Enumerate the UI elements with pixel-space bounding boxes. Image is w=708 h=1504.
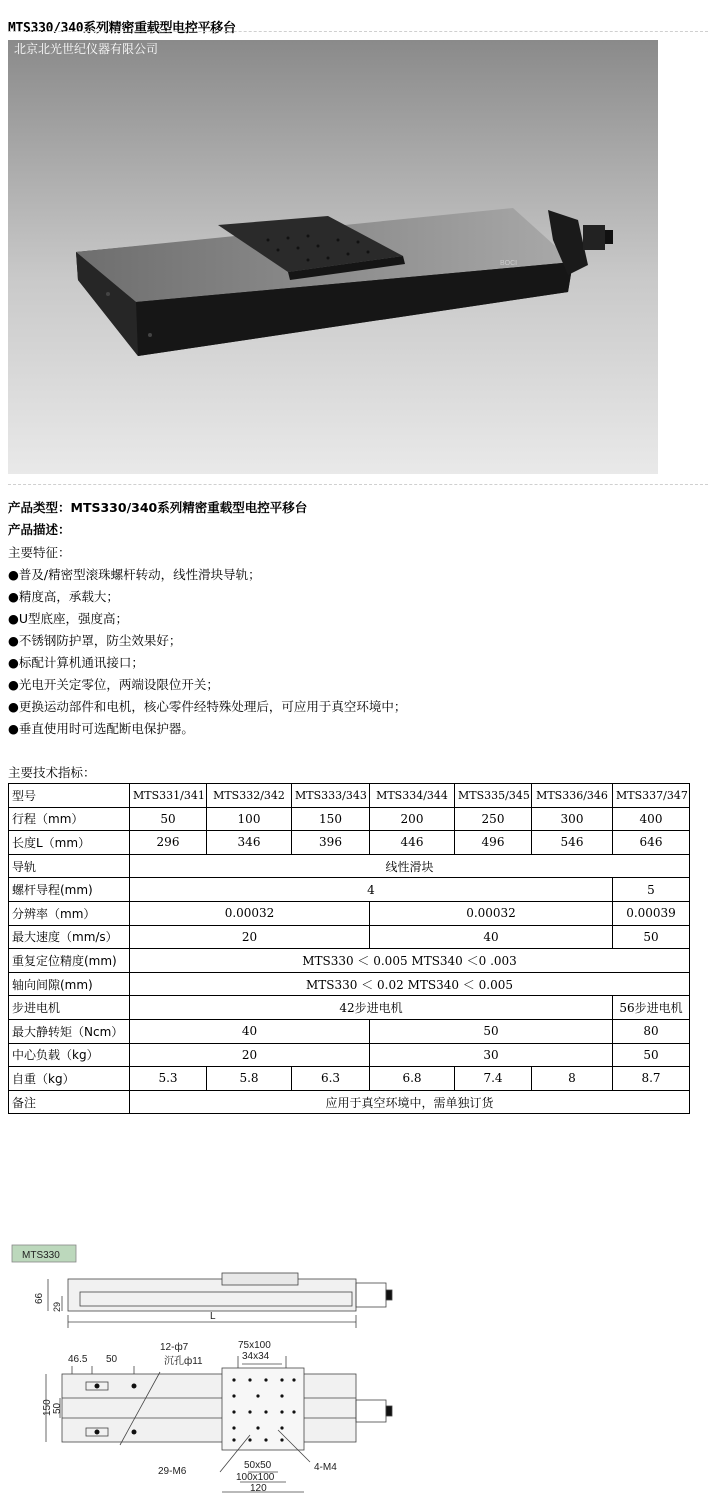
dim-29-m6: 29-M6 xyxy=(158,1466,187,1477)
table-cell: 20 xyxy=(130,925,370,949)
row-label: 导轨 xyxy=(9,854,130,878)
page-title: MTS330/340系列精密重载型电控平移台 xyxy=(8,21,236,36)
technical-drawing xyxy=(10,1240,410,1500)
table-cell: 40 xyxy=(130,1019,370,1043)
table-cell: 50 xyxy=(370,1019,613,1043)
table-cell: 396 xyxy=(292,831,370,855)
table-cell: 0.00039 xyxy=(613,901,690,925)
table-cell: 42步进电机 xyxy=(130,996,613,1020)
row-label: 最大速度（mm/s） xyxy=(9,925,130,949)
table-cell: 5.8 xyxy=(207,1067,292,1091)
row-label: 长度L（mm） xyxy=(9,831,130,855)
brand-logo: BOCI xyxy=(500,260,518,267)
table-cell: 346 xyxy=(207,831,292,855)
table-cell: 80 xyxy=(613,1019,690,1043)
table-cell: MTS331/341 xyxy=(130,784,207,808)
table-cell: 5 xyxy=(613,878,690,902)
dim-L: L xyxy=(210,1311,216,1322)
features-title: 主要特征： xyxy=(8,545,71,560)
dim-46-5: 46.5 xyxy=(68,1354,88,1365)
table-cell: MTS335/345 xyxy=(455,784,532,808)
product-photo xyxy=(8,40,658,474)
table-cell: MTS334/344 xyxy=(370,784,455,808)
specs-title: 主要技术指标： xyxy=(8,765,96,780)
table-cell: MTS330 ＜ 0.02 MTS340 ＜ 0.005 xyxy=(130,972,690,996)
hole-spec: 12-ф7 xyxy=(160,1342,189,1353)
feature-item: ●垂直使用时可选配断电保护器。 xyxy=(8,721,194,736)
table-cell: 400 xyxy=(613,807,690,831)
table-cell: 应用于真空环境中，需单独订货 xyxy=(130,1090,690,1114)
dim-150: 150 xyxy=(42,1399,53,1416)
row-label: 备注 xyxy=(9,1090,130,1114)
table-row xyxy=(9,949,690,973)
row-label: 螺杆导程(mm) xyxy=(9,878,130,902)
product-type-label: 产品类型： xyxy=(8,500,71,515)
dim-66: 66 xyxy=(34,1292,45,1304)
table-row xyxy=(9,925,690,949)
table-cell: 50 xyxy=(613,1043,690,1067)
table-row xyxy=(9,1043,690,1067)
product-desc-label: 产品描述： xyxy=(8,522,71,537)
table-cell: 150 xyxy=(292,807,370,831)
row-label: 轴向间隙(mm) xyxy=(9,972,130,996)
table-row xyxy=(9,784,690,808)
table-cell: 线性滑块 xyxy=(130,854,690,878)
table-row xyxy=(9,996,690,1020)
table-cell: 20 xyxy=(130,1043,370,1067)
feature-item: ●更换运动部件和电机，核心零件经特殊处理后，可应用于真空环境中； xyxy=(8,699,407,714)
feature-item: ●光电开关定零位，两端设限位开关； xyxy=(8,677,219,692)
feature-item: ●精度高，承载大； xyxy=(8,589,119,604)
row-label: 自重（kg） xyxy=(9,1067,130,1091)
model-badge-label: MTS330 xyxy=(22,1250,60,1261)
row-label: 步进电机 xyxy=(9,996,130,1020)
row-label: 型号 xyxy=(9,784,130,808)
table-cell: 0.00032 xyxy=(130,901,370,925)
table-cell: MTS333/343 xyxy=(292,784,370,808)
table-cell: 100 xyxy=(207,807,292,831)
table-cell: 446 xyxy=(370,831,455,855)
table-cell: 56步进电机 xyxy=(613,996,690,1020)
table-cell: 50 xyxy=(130,807,207,831)
dim-50-side: 50 xyxy=(52,1402,63,1414)
table-cell: 30 xyxy=(370,1043,613,1067)
table-row xyxy=(9,831,690,855)
table-cell: 250 xyxy=(455,807,532,831)
table-cell: 4 xyxy=(130,878,613,902)
feature-item: ●不锈钢防护罩，防尘效果好； xyxy=(8,633,182,648)
table-cell: 6.3 xyxy=(292,1067,370,1091)
table-row xyxy=(9,1067,690,1091)
table-row xyxy=(9,854,690,878)
table-cell: 646 xyxy=(613,831,690,855)
row-label: 分辨率（mm） xyxy=(9,901,130,925)
table-cell: 7.4 xyxy=(455,1067,532,1091)
table-cell: 546 xyxy=(532,831,613,855)
table-cell: 8.7 xyxy=(613,1067,690,1091)
spec-table xyxy=(8,783,690,1114)
section-divider xyxy=(8,484,708,485)
table-row xyxy=(9,807,690,831)
feature-item: ●标配计算机通讯接口； xyxy=(8,655,144,670)
dim-75x100: 75x100 xyxy=(238,1340,271,1351)
row-label: 中心负载（kg） xyxy=(9,1043,130,1067)
row-label: 行程（mm） xyxy=(9,807,130,831)
dim-50-top: 50 xyxy=(106,1354,118,1365)
table-cell: 5.3 xyxy=(130,1067,207,1091)
table-row xyxy=(9,878,690,902)
table-row xyxy=(9,972,690,996)
dim-100x100: 100x100 xyxy=(236,1472,275,1483)
table-cell: 496 xyxy=(455,831,532,855)
table-cell: MTS330 ＜ 0.005 MTS340 ＜0 .003 xyxy=(130,949,690,973)
table-row xyxy=(9,1090,690,1114)
table-cell: 0.00032 xyxy=(370,901,613,925)
table-cell: 8 xyxy=(532,1067,613,1091)
table-cell: MTS336/346 xyxy=(532,784,613,808)
table-cell: 50 xyxy=(613,925,690,949)
counterbore-spec: 沉孔ф11 xyxy=(164,1356,203,1367)
table-cell: 40 xyxy=(370,925,613,949)
table-row xyxy=(9,1019,690,1043)
row-label: 最大静转矩（Ncm） xyxy=(9,1019,130,1043)
header-divider xyxy=(8,31,708,32)
table-cell: 296 xyxy=(130,831,207,855)
product-type xyxy=(8,498,307,516)
dim-4-m4: 4-M4 xyxy=(314,1462,337,1473)
dim-34x34: 34x34 xyxy=(242,1351,270,1362)
table-row xyxy=(9,901,690,925)
watermark: 北京北光世纪仪器有限公司 xyxy=(14,42,159,56)
dim-50x50: 50x50 xyxy=(244,1460,272,1471)
table-cell: MTS332/342 xyxy=(207,784,292,808)
dim-120: 120 xyxy=(250,1483,267,1494)
product-type-value: MTS330/340系列精密重载型电控平移台 xyxy=(70,500,308,515)
table-cell: 300 xyxy=(532,807,613,831)
feature-item: ●U型底座，强度高； xyxy=(8,611,129,626)
table-cell: 200 xyxy=(370,807,455,831)
row-label: 重复定位精度(mm) xyxy=(9,949,130,973)
dimension-drawing xyxy=(10,1240,410,1500)
feature-item: ●普及/精密型滚珠螺杆转动，线性滑块导轨； xyxy=(8,567,261,582)
table-cell: 6.8 xyxy=(370,1067,455,1091)
dim-29: 29 xyxy=(52,1301,62,1312)
stage-illustration xyxy=(8,40,658,474)
table-cell: MTS337/347 xyxy=(613,784,690,808)
